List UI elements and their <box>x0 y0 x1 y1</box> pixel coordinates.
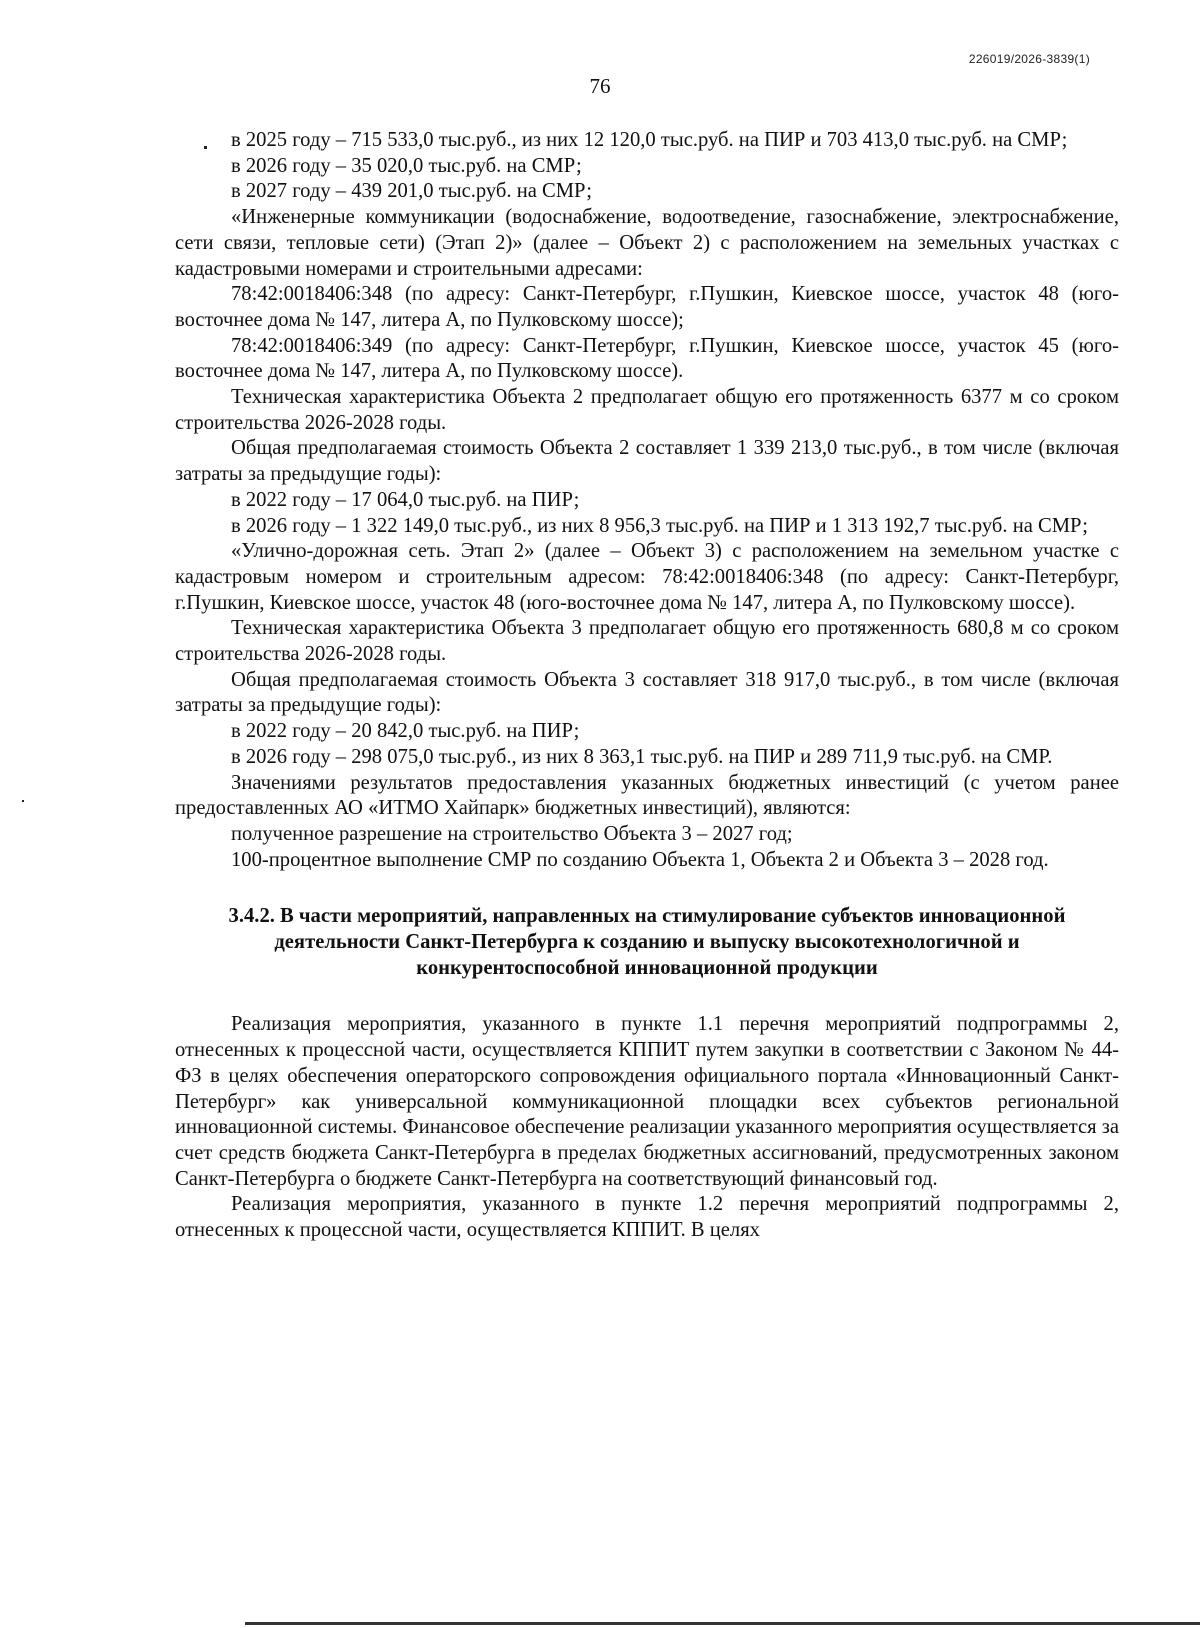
paragraph: Техническая характеристика Объекта 3 предполагает общую его протяженность 680,8 м со сроком строительства 2026-2028 годы. <box>175 617 1119 666</box>
scan-edge-line <box>245 1622 1200 1625</box>
paragraph: Техническая характеристика Объекта 2 предполагает общую его протяженность 6377 м со сроком строительства 2026-2028 годы. <box>175 386 1119 434</box>
paragraph: «Улично-дорожная сеть. Этап 2» (далее – Объект 3) с расположением на земельном участке с кадастровым номером и строительным адресом: 78:42:0018406:348 (по адресу: Санкт-Петербург, г.Пушкин, Киевское шоссе, участок 48 (юго-восточнее дома № 147, литера А, по Пулковскому шоссе). <box>175 540 1119 614</box>
paragraph: 78:42:0018406:349 (по адресу: Санкт-Петербург, г.Пушкин, Киевское шоссе, участок 45 (юго-восточнее дома № 147, литера А, по Пулковскому шоссе). <box>175 334 1119 383</box>
paragraph: в 2025 году – 715 533,0 тыс.руб., из них 12 120,0 тыс.руб. на ПИР и 703 413,0 тыс.руб. на СМР; <box>231 129 1068 151</box>
paragraph: полученное разрешение на строительство Объекта 3 – 2027 год; <box>231 822 793 845</box>
paragraph: в 2022 году – 20 842,0 тыс.руб. на ПИР; <box>231 720 580 743</box>
section-heading: 3.4.2. В части мероприятий, направленных на стимулирование субъектов инновационной деятельности Санкт-Петербурга к созданию и выпуску высокотехнологичной и конкурентоспособной инновационной продукции <box>228 905 1066 980</box>
paragraph: в 2026 году – 1 322 149,0 тыс.руб., из них 8 956,3 тыс.руб. на ПИР и 1 313 192,7 тыс.руб. на СМР; <box>231 514 1088 537</box>
document-body <box>175 128 1119 1244</box>
paragraph: Реализация мероприятия, указанного в пункте 1.1 перечня мероприятий подпрограммы 2, отнесенных к процессной части, осуществляется КППИТ путем закупки в соответствии с Законом № 44-ФЗ в целях обеспечения операторского сопровождения официального портала «Инновационный Санкт-Петербург» как универсальной коммуникационной площадки всех субъектов региональной инновационной системы. Финансовое обеспечение реализации указанного мероприятия осуществляется за счет средств бюджета Санкт-Петербурга в пределах бюджетных ассигнований, предусмотренных законом Санкт-Петербурга о бюджете Санкт-Петербурга на соответствующий финансовый год. <box>175 1013 1119 1190</box>
document-id: 226019/2026-3839(1) <box>968 52 1090 66</box>
paragraph: 100-процентное выполнение СМР по созданию Объекта 1, Объекта 2 и Объекта 3 – 2028 год. <box>231 848 1049 871</box>
paragraph: в 2026 году – 298 075,0 тыс.руб., из них 8 363,1 тыс.руб. на ПИР и 289 711,9 тыс.руб. на СМР. <box>231 745 1053 768</box>
page-number: 76 <box>589 74 611 98</box>
paragraph: в 2022 году – 17 064,0 тыс.руб. на ПИР; <box>231 488 580 511</box>
paragraph: в 2027 году – 439 201,0 тыс.руб. на СМР; <box>231 180 592 203</box>
paragraph: в 2026 году – 35 020,0 тыс.руб. на СМР; <box>231 154 582 177</box>
paragraph: Общая предполагаемая стоимость Объекта 3 составляет 318 917,0 тыс.руб., в том числе (включая затраты за предыдущие годы): <box>175 668 1119 717</box>
paragraph: Значениями результатов предоставления указанных бюджетных инвестиций (с учетом ранее предоставленных АО «ИТМО Хайпарк» бюджетных инвестиций), являются: <box>175 771 1119 820</box>
paragraph: «Инженерные коммуникации (водоснабжение, водоотведение, газоснабжение, электроснабжение, сети связи, тепловые сети) (Этап 2)» (далее – Объект 2) с расположением на земельных участках с кадастровыми номерами и строительными адресами: <box>175 206 1119 280</box>
paragraph: Реализация мероприятия, указанного в пункте 1.2 перечня мероприятий подпрограммы 2, отнесенных к процессной части, осуществляется КППИТ. В целях <box>175 1193 1119 1242</box>
paragraph: Общая предполагаемая стоимость Объекта 2 составляет 1 339 213,0 тыс.руб., в том числе (включая затраты за предыдущие годы): <box>175 437 1119 486</box>
scan-speck <box>22 800 24 802</box>
paragraph: 78:42:0018406:348 (по адресу: Санкт-Петербург, г.Пушкин, Киевское шоссе, участок 48 (юго-восточнее дома № 147, литера А, по Пулковскому шоссе); <box>175 283 1119 331</box>
